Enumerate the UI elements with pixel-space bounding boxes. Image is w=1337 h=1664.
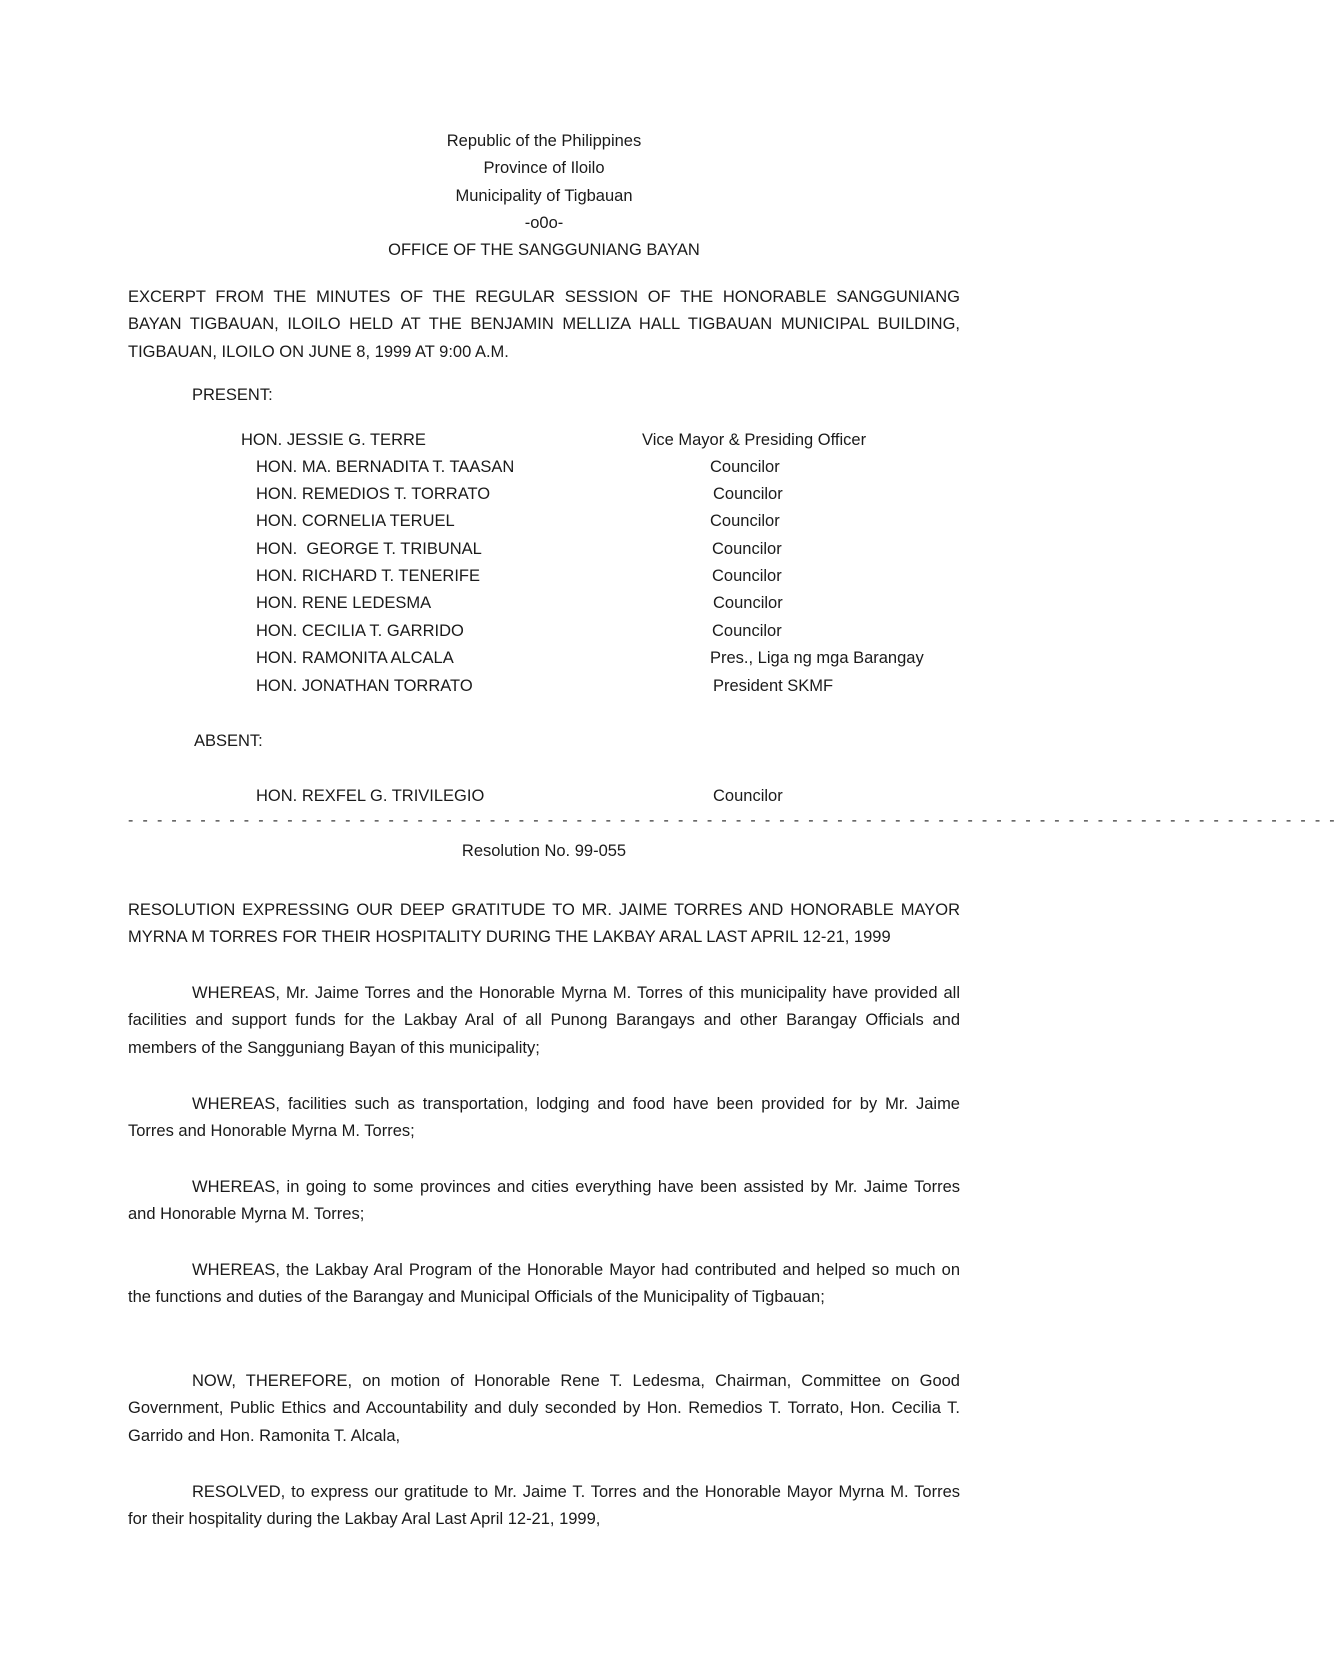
attendee-title: Pres., Liga ng mga Barangay — [710, 649, 924, 667]
letterhead-republic: Republic of the Philippines — [446, 132, 642, 150]
attendee-row — [0, 485, 1088, 512]
whereas-paragraph: WHEREAS, Mr. Jaime Torres and the Honorable Myrna M. Torres of this municipality have provided all facilities and support funds for the Lakbay Aral of all Punong Barangays and other Barangay Officials and members of the Sangguniang Bayan of this municipality; — [128, 984, 960, 1057]
attendee-title: Councilor — [712, 540, 782, 558]
absentee-title: Councilor — [713, 787, 783, 805]
attendee-name: HON. CORNELIA TERUEL — [256, 512, 455, 530]
attendee-title: Vice Mayor & Presiding Officer — [642, 431, 867, 449]
attendee-name: HON. MA. BERNADITA T. TAASAN — [256, 458, 515, 476]
absentee-name: HON. REXFEL G. TRIVILEGIO — [256, 787, 485, 805]
attendee-row — [0, 458, 1088, 485]
attendee-title: President SKMF — [713, 677, 834, 695]
attendee-row — [0, 622, 1088, 649]
resolution-number: Resolution No. 99-055 — [461, 842, 627, 860]
attendee-name: HON. JONATHAN TORRATO — [256, 677, 473, 695]
letterhead-ornament: -o0o- — [524, 213, 564, 232]
absent-label: ABSENT: — [194, 732, 263, 750]
letterhead-province: Province of Iloilo — [483, 159, 605, 178]
attendee-row — [0, 431, 1088, 458]
whereas-paragraph: WHEREAS, in going to some provinces and cities everything have been assisted by Mr. Jaime Torres and Honorable Myrna M. Torres; — [128, 1178, 960, 1224]
attendee-title: Councilor — [712, 567, 782, 585]
attendee-name: HON. REMEDIOS T. TORRATO — [256, 485, 491, 503]
attendee-title: Councilor — [712, 622, 782, 640]
attendee-name: HON. RICHARD T. TENERIFE — [256, 567, 480, 585]
attendee-title: Councilor — [710, 512, 780, 530]
letterhead — [0, 128, 1088, 264]
attendee-name: HON. CECILIA T. GARRIDO — [256, 622, 464, 640]
present-label: PRESENT: — [192, 386, 273, 404]
resolved-paragraph: RESOLVED, to express our gratitude to Mr. Jaime T. Torres and the Honorable Mayor Myrna M. Torres for their hospitality during the Lakbay Aral Last April 12-21, 1999, — [128, 1483, 960, 1529]
attendee-row — [0, 677, 1088, 704]
whereas-paragraph: WHEREAS, facilities such as transportation, lodging and food have been provided for by Mr. Jaime Torres and Honorable Myrna M. Torres; — [128, 1095, 960, 1141]
attendee-row — [0, 567, 1088, 594]
absent-row — [0, 787, 1088, 814]
attendee-title: Councilor — [710, 458, 780, 476]
attendee-title: Councilor — [713, 594, 783, 612]
minutes-excerpt: EXCERPT FROM THE MINUTES OF THE REGULAR SESSION OF THE HONORABLE SANGGUNIANG BAYAN TIGBAUAN, ILOILO HELD AT THE BENJAMIN MELLIZA HALL TIGBAUAN MUNICIPAL BUILDING, TIGBAUAN, ILOILO ON JUNE 8, 1999 AT 9:00 A.M. — [128, 288, 960, 361]
now-therefore-paragraph: NOW, THEREFORE, on motion of Honorable Rene T. Ledesma, Chairman, Committee on Good Government, Public Ethics and Accountability and duly seconded by Hon. Remedios T. Torrato, Hon. Cecilia T. Garrido and Hon. Ramonita T. Alcala, — [128, 1372, 960, 1445]
attendee-name: HON. GEORGE T. TRIBUNAL — [256, 540, 482, 558]
attendee-row — [0, 540, 1088, 567]
dashed-divider: - - - - - - - - - - - - - - - - - - - - - - - - - - - - - - - - - - - - - - - - - - - - - - - - - - - - - - - - - - - - - - - - - - - - - - - - - - - - - - - - - - - - — [128, 812, 1337, 829]
letterhead-municipality: Municipality of Tigbauan — [455, 186, 633, 205]
attendee-row — [0, 512, 1088, 539]
attendee-name: HON. RENE LEDESMA — [256, 594, 432, 612]
resolution-title: RESOLUTION EXPRESSING OUR DEEP GRATITUDE TO MR. JAIME TORRES AND HONORABLE MAYOR MYRNA M TORRES FOR THEIR HOSPITALITY DURING THE LAKBAY ARAL LAST APRIL 12-21, 1999 — [128, 901, 960, 947]
attendee-title: Councilor — [713, 485, 783, 503]
attendee-name: HON. JESSIE G. TERRE — [241, 431, 426, 449]
letterhead-office: OFFICE OF THE SANGGUNIANG BAYAN — [388, 241, 700, 260]
attendee-row — [0, 594, 1088, 621]
attendee-name: HON. RAMONITA ALCALA — [256, 649, 454, 667]
whereas-paragraph: WHEREAS, the Lakbay Aral Program of the Honorable Mayor had contributed and helped so much on the functions and duties of the Barangay and Municipal Officials of the Municipality of Tigbauan; — [128, 1261, 960, 1307]
attendee-row — [0, 649, 1088, 676]
